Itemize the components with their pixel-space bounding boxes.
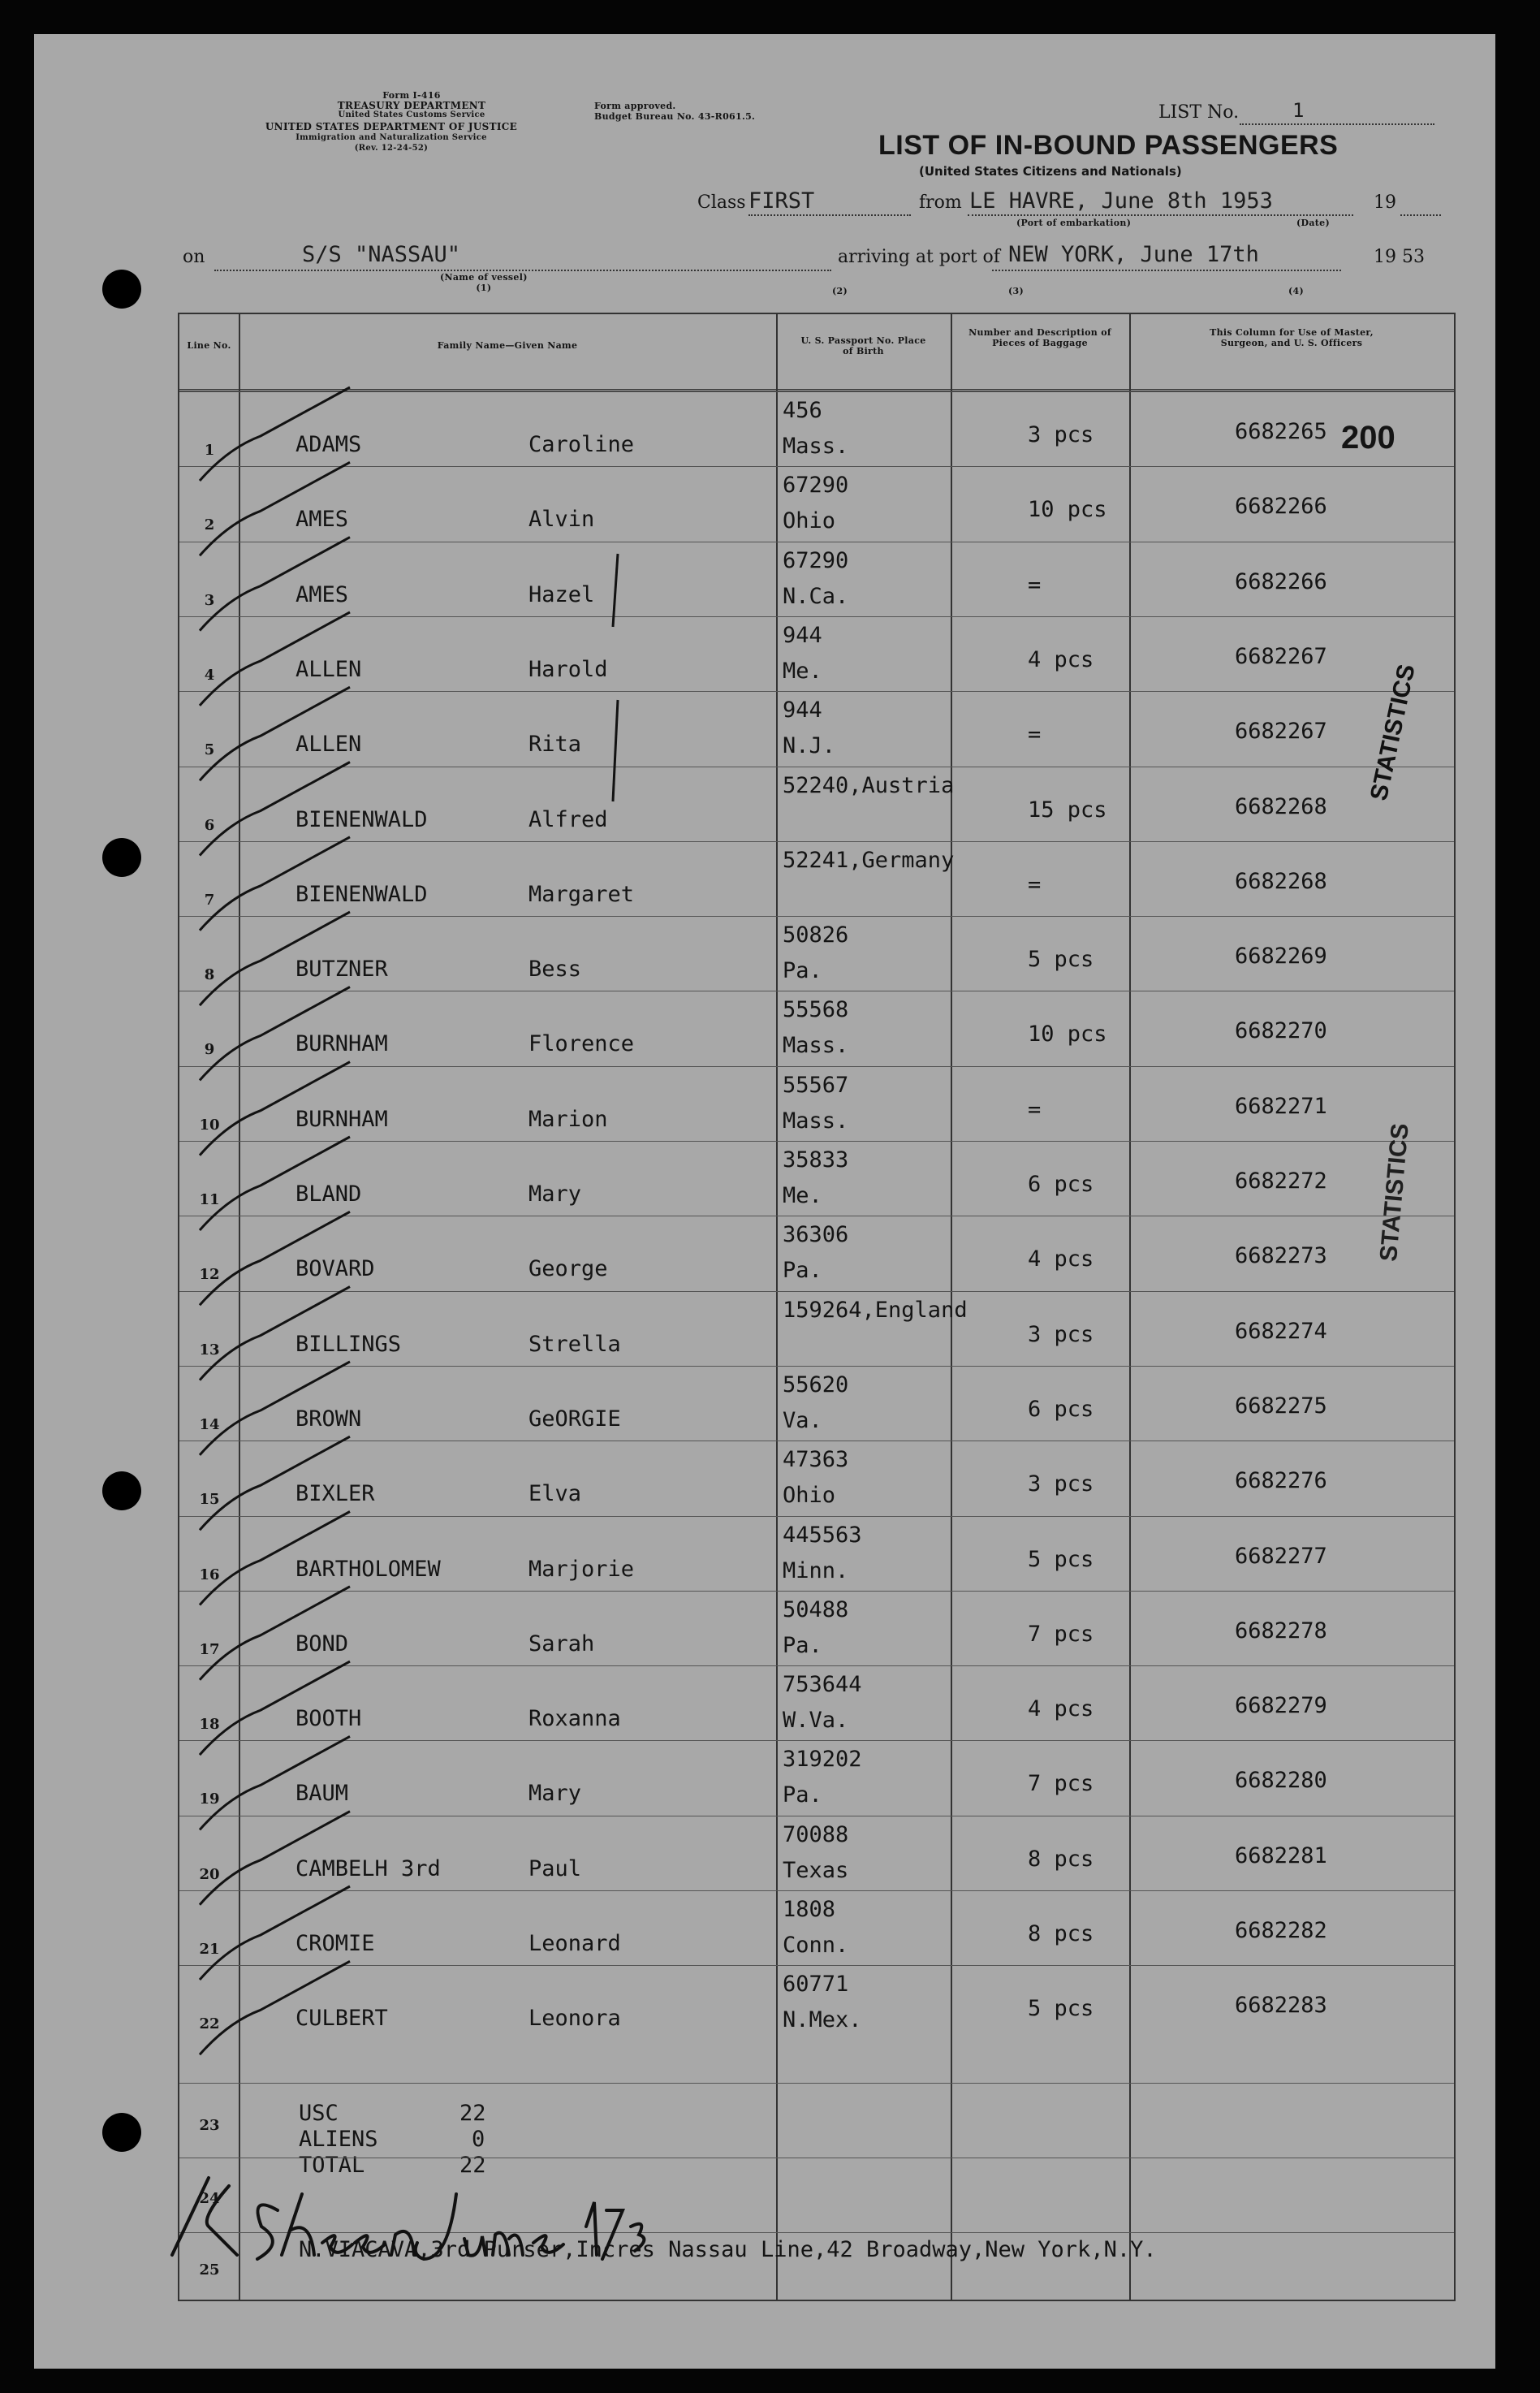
place-of-birth: Ohio xyxy=(783,1483,836,1509)
revision-date: (Rev. 12-24-52) xyxy=(354,144,429,153)
line-number: 19 xyxy=(199,1790,220,1808)
year-prefix: 19 xyxy=(1374,192,1396,213)
family-name: ADAMS xyxy=(295,432,362,457)
given-name: Caroline xyxy=(528,432,635,457)
given-name: Marion xyxy=(528,1106,608,1132)
given-name: Marjorie xyxy=(528,1556,635,1582)
passport-number: 60771 xyxy=(783,1972,849,1998)
passport-number: 1808 xyxy=(783,1897,836,1922)
line-number: 13 xyxy=(199,1341,220,1358)
place-of-birth: Texas xyxy=(783,1857,849,1883)
given-name: Elva xyxy=(528,1481,582,1507)
place-of-birth: Me. xyxy=(783,1183,822,1208)
passport-number: 35833 xyxy=(783,1147,849,1173)
list-number-label: LIST No. xyxy=(1158,102,1240,123)
baggage-count: 10 pcs xyxy=(1028,497,1107,523)
given-name: Harold xyxy=(528,656,608,682)
family-name: BOVARD xyxy=(295,1256,375,1282)
place-of-birth: Pa. xyxy=(783,958,822,984)
passport-number: 36306 xyxy=(783,1222,849,1248)
list-number-value: 1 xyxy=(1292,99,1305,122)
line-number: 16 xyxy=(199,1566,220,1583)
passport-number: 319202 xyxy=(783,1747,862,1773)
column-number-3: (3) xyxy=(1008,286,1024,296)
header-baggage: Number and Description of Pieces of Baggage xyxy=(968,327,1111,348)
place-of-birth: N.Mex. xyxy=(783,2007,862,2033)
signature xyxy=(172,2178,644,2259)
passport-number: 52240,Austria xyxy=(783,772,955,798)
total-value: 22 xyxy=(459,2153,486,2178)
purser-line: N.VIACAVA,3rd Purser,Incres Nassau Line,42 Broadway,New York,N.Y. xyxy=(299,2237,1157,2262)
given-name: Bess xyxy=(528,957,582,983)
column-number-4: (4) xyxy=(1288,286,1304,296)
header-officers: This Column for Use of Master, Surgeon, and U. S. Officers xyxy=(1210,327,1374,348)
baggage-count: 5 pcs xyxy=(1028,1996,1094,2022)
place-of-birth: N.J. xyxy=(783,733,836,759)
passport-number: 55620 xyxy=(783,1371,849,1397)
family-name: AMES xyxy=(295,581,349,607)
given-name: Mary xyxy=(528,1781,582,1807)
family-name: BUTZNER xyxy=(295,957,388,983)
line-number: 4 xyxy=(204,666,215,684)
baggage-count: 5 pcs xyxy=(1028,947,1094,973)
officer-number: 6682269 xyxy=(1235,944,1327,970)
officer-number: 6682280 xyxy=(1235,1768,1327,1794)
header-line-no: Line No. xyxy=(187,340,231,351)
line-number: 21 xyxy=(199,1941,220,1958)
line-number: 6 xyxy=(204,816,215,834)
aliens-value: 0 xyxy=(472,2127,485,2152)
place-of-birth: Pa. xyxy=(783,1258,822,1284)
form-subtitle: (United States Citizens and Nationals) xyxy=(919,164,1182,179)
officer-number: 6682277 xyxy=(1235,1543,1327,1569)
given-name: Sarah xyxy=(528,1631,595,1657)
family-name: BOOTH xyxy=(295,1706,362,1732)
family-name: ALLEN xyxy=(295,732,362,758)
officer-number: 6682270 xyxy=(1235,1018,1327,1044)
line-number: 20 xyxy=(199,1865,220,1883)
family-name: BAUM xyxy=(295,1781,349,1807)
baggage-count: 5 pcs xyxy=(1028,1546,1094,1572)
given-name: Alvin xyxy=(528,507,595,533)
place-of-birth: N.Ca. xyxy=(783,583,849,609)
place-of-birth: Mass. xyxy=(783,434,849,459)
given-name: GeORGIE xyxy=(528,1406,621,1432)
on-label: on xyxy=(183,247,205,267)
family-name: CULBERT xyxy=(295,2006,388,2032)
given-name: Hazel xyxy=(528,581,595,607)
baggage-count: 4 pcs xyxy=(1028,1246,1094,1272)
officer-number: 6682267 xyxy=(1235,719,1327,745)
given-name: Leonard xyxy=(528,1931,621,1956)
family-name: ALLEN xyxy=(295,656,362,682)
from-value: LE HAVRE, June 8th 1953 xyxy=(969,188,1273,214)
officer-number: 6682275 xyxy=(1235,1393,1327,1419)
arriving-label: arriving at port of xyxy=(838,247,1000,267)
baggage-count: 4 pcs xyxy=(1028,646,1094,672)
family-name: CROMIE xyxy=(295,1931,375,1956)
baggage-count: 10 pcs xyxy=(1028,1022,1107,1047)
total-label: TOTAL xyxy=(299,2153,365,2178)
given-name: Mary xyxy=(528,1181,582,1207)
baggage-count: 6 pcs xyxy=(1028,1396,1094,1422)
baggage-count: 8 pcs xyxy=(1028,1921,1094,1946)
place-of-birth: W.Va. xyxy=(783,1708,849,1734)
header-name: Family Name—Given Name xyxy=(437,340,578,351)
place-of-birth: Pa. xyxy=(783,1632,822,1658)
from-label: from xyxy=(919,192,962,213)
officer-number: 6682276 xyxy=(1235,1468,1327,1494)
line-number: 10 xyxy=(199,1116,220,1134)
given-name: Margaret xyxy=(528,881,635,907)
form-number: Form I-416 xyxy=(382,90,441,101)
baggage-count: 3 pcs xyxy=(1028,1471,1094,1497)
port-embark-note: (Port of embarkation) xyxy=(1016,218,1132,228)
family-name: BURNHAM xyxy=(295,1106,388,1132)
family-name: BIXLER xyxy=(295,1481,375,1507)
officer-number: 6682281 xyxy=(1235,1842,1327,1868)
family-name: BROWN xyxy=(295,1406,362,1432)
place-of-birth: Conn. xyxy=(783,1933,849,1958)
baggage-count: 3 pcs xyxy=(1028,422,1094,447)
line-number: 3 xyxy=(204,591,215,609)
given-name: George xyxy=(528,1256,608,1282)
given-name: Strella xyxy=(528,1331,621,1357)
usc-value: 22 xyxy=(459,2101,486,2126)
budget-bureau: Budget Bureau No. 43-R061.5. xyxy=(594,111,756,122)
line-number: 18 xyxy=(199,1716,220,1734)
handwritten-marks xyxy=(34,34,1495,2369)
line-number: 17 xyxy=(199,1640,220,1658)
line-number: 22 xyxy=(199,2015,220,2033)
place-of-birth: Minn. xyxy=(783,1557,849,1583)
family-name: BOND xyxy=(295,1631,349,1657)
baggage-count: 6 pcs xyxy=(1028,1172,1094,1197)
line-number: 8 xyxy=(204,966,215,984)
line-number: 9 xyxy=(204,1041,215,1059)
line-number: 23 xyxy=(199,2117,220,2134)
baggage-count: = xyxy=(1028,1096,1042,1122)
passport-number: 52241,Germany xyxy=(783,847,955,873)
officer-number: 6682278 xyxy=(1235,1618,1327,1644)
given-name: Leonora xyxy=(528,2006,621,2032)
passport-number: 50826 xyxy=(783,922,849,948)
place-of-birth: Me. xyxy=(783,658,822,684)
line-number: 24 xyxy=(199,2190,220,2207)
officer-number: 6682279 xyxy=(1235,1693,1327,1719)
baggage-count: = xyxy=(1028,722,1042,748)
line-number: 14 xyxy=(199,1415,220,1433)
officer-number: 6682271 xyxy=(1235,1093,1327,1119)
baggage-count: 3 pcs xyxy=(1028,1321,1094,1347)
family-name: AMES xyxy=(295,507,349,533)
officer-number: 6682273 xyxy=(1235,1243,1327,1269)
passport-number: 456 xyxy=(783,398,822,423)
officer-number: 6682265 xyxy=(1235,419,1327,444)
baggage-count: = xyxy=(1028,572,1042,598)
officer-number: 6682282 xyxy=(1235,1918,1327,1943)
passport-number: 159264,England xyxy=(783,1297,968,1323)
header-passport: U. S. Passport No. Place of Birth xyxy=(800,335,926,356)
class-label: Class xyxy=(697,192,746,213)
officer-number: 6682268 xyxy=(1235,793,1327,819)
family-name: BURNHAM xyxy=(295,1031,388,1057)
given-name: Florence xyxy=(528,1031,635,1057)
officer-number: 6682266 xyxy=(1235,494,1327,520)
arrival-value: NEW YORK, June 17th xyxy=(1008,242,1259,267)
line-number: 2 xyxy=(204,516,215,534)
given-name: Alfred xyxy=(528,806,608,832)
justice-dept: UNITED STATES DEPARTMENT OF JUSTICE xyxy=(265,121,518,132)
passport-number: 50488 xyxy=(783,1596,849,1622)
statistics-stamp: STATISTICS xyxy=(1365,662,1421,803)
arrival-year: 19 53 xyxy=(1374,247,1425,267)
officer-number: 6682274 xyxy=(1235,1318,1327,1344)
family-name: CAMBELH 3rd xyxy=(295,1855,441,1881)
passport-number: 55567 xyxy=(783,1072,849,1098)
class-value: FIRST xyxy=(748,188,815,214)
officer-number: 6682283 xyxy=(1235,1993,1327,2019)
place-of-birth: Ohio xyxy=(783,508,836,534)
usc-label: USC xyxy=(299,2101,339,2126)
line-number: 7 xyxy=(204,891,215,909)
officer-number: 6682268 xyxy=(1235,868,1327,894)
statistics-stamp: STATISTICS xyxy=(1375,1122,1414,1263)
column-number-1: (1) xyxy=(476,283,492,293)
family-name: BILLINGS xyxy=(295,1331,402,1357)
treasury-dept: TREASURY DEPARTMENT xyxy=(337,100,486,111)
given-name: Rita xyxy=(528,732,582,758)
vessel-name: S/S "NASSAU" xyxy=(302,242,461,267)
family-name: BLAND xyxy=(295,1181,362,1207)
passport-number: 445563 xyxy=(783,1522,862,1548)
officer-number: 6682272 xyxy=(1235,1168,1327,1194)
column-number-2: (2) xyxy=(832,286,848,296)
line-number: 25 xyxy=(199,2261,220,2279)
place-of-birth: Va. xyxy=(783,1407,822,1433)
baggage-count: 4 pcs xyxy=(1028,1696,1094,1722)
baggage-count: 7 pcs xyxy=(1028,1771,1094,1797)
baggage-count: 7 pcs xyxy=(1028,1621,1094,1647)
passport-number: 67290 xyxy=(783,547,849,573)
ins-service: Immigration and Naturalization Service xyxy=(295,133,487,142)
passport-number: 753644 xyxy=(783,1672,862,1698)
stamp-200: 200 xyxy=(1341,420,1395,456)
form-title: LIST OF IN-BOUND PASSENGERS xyxy=(878,130,1339,161)
officer-number: 6682266 xyxy=(1235,568,1327,594)
vessel-note: (Name of vessel) xyxy=(440,272,528,283)
passport-number: 70088 xyxy=(783,1821,849,1847)
passport-number: 944 xyxy=(783,698,822,724)
customs-service: United States Customs Service xyxy=(338,110,485,119)
passport-number: 55568 xyxy=(783,997,849,1023)
passport-number: 67290 xyxy=(783,473,849,499)
line-number: 11 xyxy=(199,1191,220,1208)
passport-number: 944 xyxy=(783,622,822,648)
place-of-birth: Pa. xyxy=(783,1782,822,1808)
line-number: 12 xyxy=(199,1266,220,1284)
form-approved: Form approved. xyxy=(594,101,676,111)
aliens-label: ALIENS xyxy=(299,2127,378,2152)
passport-number: 47363 xyxy=(783,1447,849,1473)
manifest-page xyxy=(34,34,1495,2369)
baggage-count: = xyxy=(1028,871,1042,897)
officer-number: 6682267 xyxy=(1235,643,1327,669)
given-name: Paul xyxy=(528,1855,582,1881)
line-number: 5 xyxy=(204,741,215,759)
family-name: BIENENWALD xyxy=(295,806,428,832)
place-of-birth: Mass. xyxy=(783,1033,849,1059)
family-name: BIENENWALD xyxy=(295,881,428,907)
line-number: 15 xyxy=(199,1491,220,1509)
baggage-count: 15 pcs xyxy=(1028,797,1107,823)
date-note: (Date) xyxy=(1296,218,1330,228)
place-of-birth: Mass. xyxy=(783,1108,849,1134)
family-name: BARTHOLOMEW xyxy=(295,1556,441,1582)
given-name: Roxanna xyxy=(528,1706,621,1732)
baggage-count: 8 pcs xyxy=(1028,1846,1094,1872)
line-number: 1 xyxy=(204,442,215,459)
